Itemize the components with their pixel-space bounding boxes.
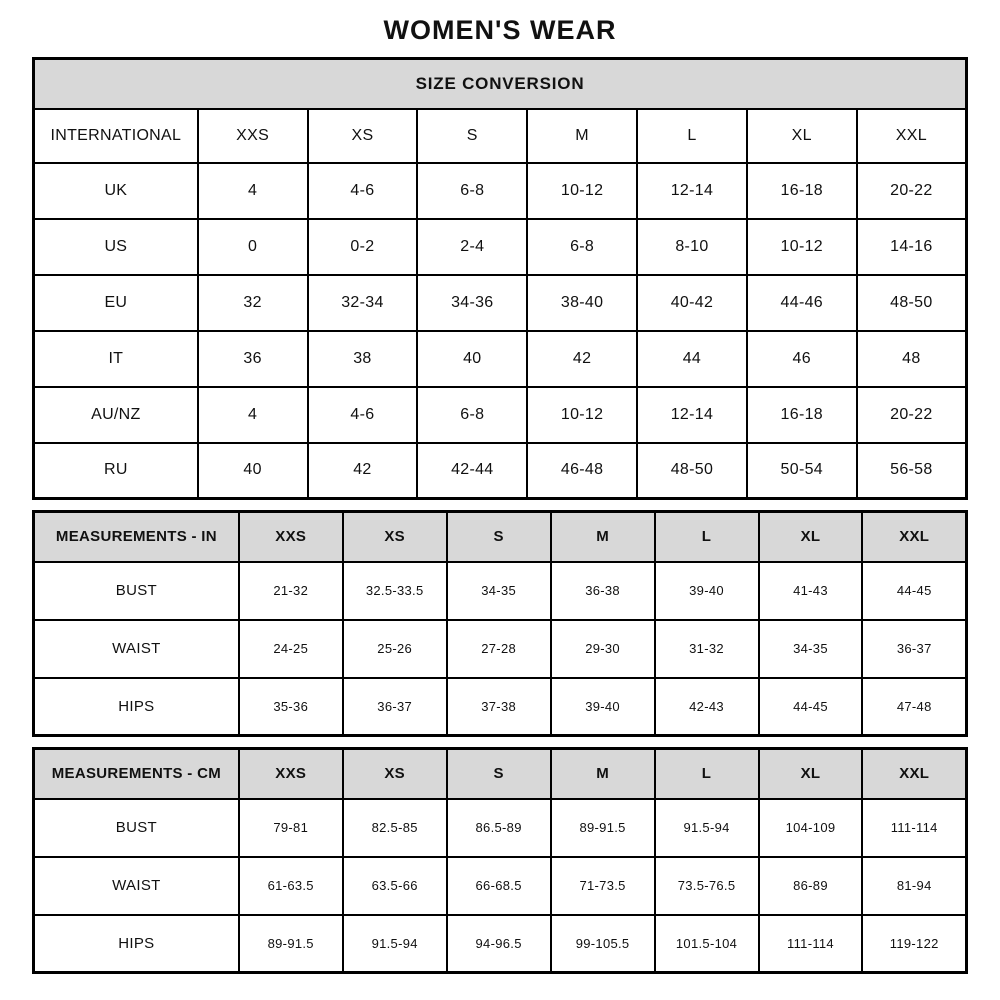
value-cell: 34-36	[417, 275, 527, 331]
value-cell: 94-96.5	[447, 915, 551, 973]
measurements-cm-columns-row	[34, 749, 967, 799]
corner-header-cell: MEASUREMENTS - IN	[34, 512, 239, 562]
table-row	[34, 857, 967, 915]
value-cell: 86.5-89	[447, 799, 551, 857]
value-cell: 39-40	[655, 562, 759, 620]
value-cell: 2-4	[417, 219, 527, 275]
value-cell: 12-14	[637, 163, 747, 219]
value-cell: 25-26	[343, 620, 447, 678]
value-cell: 111-114	[862, 799, 966, 857]
row-header-cell: HIPS	[34, 678, 239, 736]
row-header-cell: BUST	[34, 799, 239, 857]
value-cell: 91.5-94	[655, 799, 759, 857]
column-header-cell: XXS	[198, 109, 308, 163]
value-cell: 8-10	[637, 219, 747, 275]
value-cell: 36-38	[551, 562, 655, 620]
column-header-cell: XXL	[862, 512, 966, 562]
table-row	[34, 275, 967, 331]
value-cell: 10-12	[527, 163, 637, 219]
value-cell: 37-38	[447, 678, 551, 736]
table-row	[34, 799, 967, 857]
value-cell: 35-36	[239, 678, 343, 736]
value-cell: 6-8	[527, 219, 637, 275]
value-cell: 21-32	[239, 562, 343, 620]
value-cell: 10-12	[747, 219, 857, 275]
column-header-cell: L	[655, 512, 759, 562]
value-cell: 24-25	[239, 620, 343, 678]
value-cell: 99-105.5	[551, 915, 655, 973]
measurements-in-columns-row	[34, 512, 967, 562]
column-header-cell: XXS	[239, 749, 343, 799]
column-header-cell: XXL	[857, 109, 967, 163]
value-cell: 42	[308, 443, 418, 499]
table-row	[34, 219, 967, 275]
value-cell: 89-91.5	[239, 915, 343, 973]
corner-header-cell: MEASUREMENTS - CM	[34, 749, 239, 799]
value-cell: 27-28	[447, 620, 551, 678]
column-header-cell: S	[447, 749, 551, 799]
value-cell: 79-81	[239, 799, 343, 857]
measurements-in-table	[32, 510, 968, 737]
value-cell: 16-18	[747, 387, 857, 443]
value-cell: 38-40	[527, 275, 637, 331]
value-cell: 66-68.5	[447, 857, 551, 915]
size-conversion-table	[32, 57, 968, 500]
measurements-cm-body	[34, 799, 967, 973]
value-cell: 4	[198, 387, 308, 443]
value-cell: 20-22	[857, 163, 967, 219]
row-header-cell: AU/NZ	[34, 387, 198, 443]
value-cell: 40-42	[637, 275, 747, 331]
value-cell: 56-58	[857, 443, 967, 499]
value-cell: 36-37	[862, 620, 966, 678]
value-cell: 104-109	[759, 799, 863, 857]
row-header-cell: WAIST	[34, 857, 239, 915]
table-row	[34, 620, 967, 678]
value-cell: 0-2	[308, 219, 418, 275]
value-cell: 48	[857, 331, 967, 387]
value-cell: 14-16	[857, 219, 967, 275]
value-cell: 119-122	[862, 915, 966, 973]
value-cell: 46	[747, 331, 857, 387]
value-cell: 111-114	[759, 915, 863, 973]
table-row	[34, 443, 967, 499]
value-cell: 39-40	[551, 678, 655, 736]
value-cell: 42-44	[417, 443, 527, 499]
table-row	[34, 387, 967, 443]
value-cell: 4-6	[308, 387, 418, 443]
value-cell: 38	[308, 331, 418, 387]
page-title: WOMEN'S WEAR	[383, 15, 617, 45]
column-header-cell: L	[637, 109, 747, 163]
value-cell: 29-30	[551, 620, 655, 678]
value-cell: 6-8	[417, 163, 527, 219]
column-header-cell: M	[527, 109, 637, 163]
table-row	[34, 562, 967, 620]
row-header-cell: BUST	[34, 562, 239, 620]
value-cell: 12-14	[637, 387, 747, 443]
measurements-in-body	[34, 562, 967, 736]
value-cell: 63.5-66	[343, 857, 447, 915]
column-header-cell: XL	[759, 749, 863, 799]
value-cell: 34-35	[759, 620, 863, 678]
value-cell: 10-12	[527, 387, 637, 443]
column-header-cell: M	[551, 512, 655, 562]
row-header-cell: RU	[34, 443, 198, 499]
value-cell: 71-73.5	[551, 857, 655, 915]
column-header-cell: S	[417, 109, 527, 163]
value-cell: 41-43	[759, 562, 863, 620]
value-cell: 4-6	[308, 163, 418, 219]
value-cell: 36-37	[343, 678, 447, 736]
column-header-cell: XXL	[862, 749, 966, 799]
value-cell: 61-63.5	[239, 857, 343, 915]
value-cell: 6-8	[417, 387, 527, 443]
size-conversion-body	[34, 163, 967, 499]
value-cell: 47-48	[862, 678, 966, 736]
table-row	[34, 163, 967, 219]
value-cell: 40	[417, 331, 527, 387]
column-header-cell: XL	[759, 512, 863, 562]
table-row	[34, 678, 967, 736]
column-header-cell: S	[447, 512, 551, 562]
row-header-cell: EU	[34, 275, 198, 331]
value-cell: 73.5-76.5	[655, 857, 759, 915]
column-header-cell: XL	[747, 109, 857, 163]
value-cell: 20-22	[857, 387, 967, 443]
value-cell: 16-18	[747, 163, 857, 219]
value-cell: 48-50	[857, 275, 967, 331]
value-cell: 42	[527, 331, 637, 387]
value-cell: 82.5-85	[343, 799, 447, 857]
column-header-cell: XS	[343, 749, 447, 799]
value-cell: 48-50	[637, 443, 747, 499]
value-cell: 46-48	[527, 443, 637, 499]
size-conversion-title: SIZE CONVERSION	[34, 59, 967, 109]
value-cell: 42-43	[655, 678, 759, 736]
value-cell: 4	[198, 163, 308, 219]
column-header-cell: XXS	[239, 512, 343, 562]
row-header-cell: HIPS	[34, 915, 239, 973]
value-cell: 32.5-33.5	[343, 562, 447, 620]
column-header-cell: M	[551, 749, 655, 799]
measurements-cm-table	[32, 747, 968, 974]
value-cell: 86-89	[759, 857, 863, 915]
size-conversion-columns-row	[34, 109, 967, 163]
row-header-cell: WAIST	[34, 620, 239, 678]
value-cell: 44-45	[759, 678, 863, 736]
row-header-cell: UK	[34, 163, 198, 219]
column-header-cell: L	[655, 749, 759, 799]
row-header-cell: IT	[34, 331, 198, 387]
value-cell: 32	[198, 275, 308, 331]
value-cell: 89-91.5	[551, 799, 655, 857]
corner-header-cell: INTERNATIONAL	[34, 109, 198, 163]
value-cell: 44	[637, 331, 747, 387]
value-cell: 44-46	[747, 275, 857, 331]
value-cell: 0	[198, 219, 308, 275]
value-cell: 101.5-104	[655, 915, 759, 973]
column-header-cell: XS	[308, 109, 418, 163]
value-cell: 40	[198, 443, 308, 499]
value-cell: 91.5-94	[343, 915, 447, 973]
value-cell: 36	[198, 331, 308, 387]
value-cell: 34-35	[447, 562, 551, 620]
value-cell: 31-32	[655, 620, 759, 678]
value-cell: 32-34	[308, 275, 418, 331]
value-cell: 44-45	[862, 562, 966, 620]
size-conversion-header-row	[34, 59, 967, 109]
table-row	[34, 915, 967, 973]
value-cell: 81-94	[862, 857, 966, 915]
value-cell: 50-54	[747, 443, 857, 499]
table-row	[34, 331, 967, 387]
column-header-cell: XS	[343, 512, 447, 562]
row-header-cell: US	[34, 219, 198, 275]
